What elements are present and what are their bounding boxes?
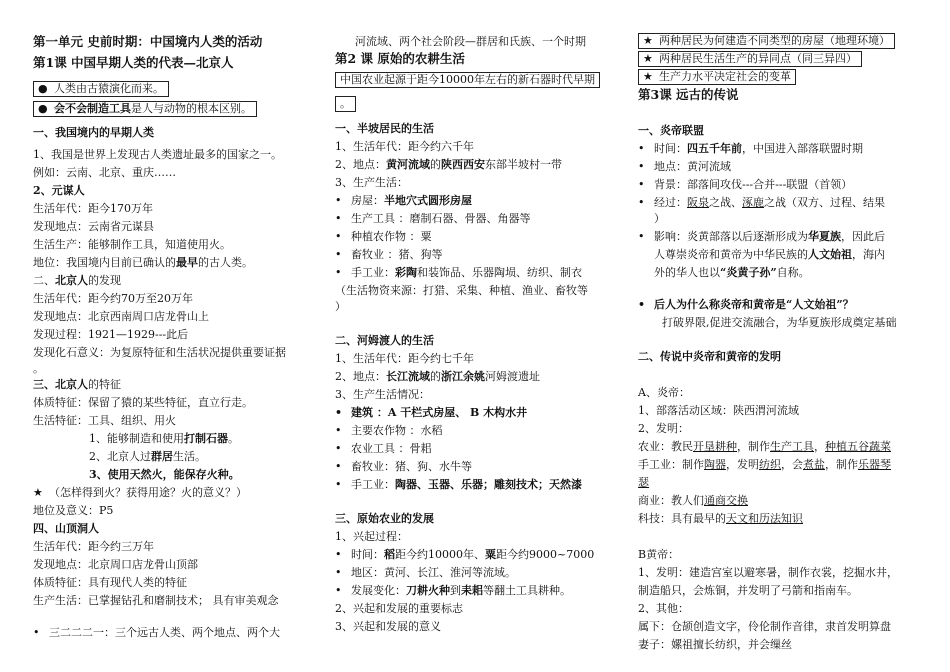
bullet-line: • 地点：黄河流域 bbox=[638, 160, 731, 174]
text-line: 2、元谋人 bbox=[33, 184, 85, 197]
text-line: 人尊崇炎帝和黄帝为中华民族的人文始祖，海内 bbox=[654, 248, 885, 261]
text-line: ） bbox=[654, 212, 665, 225]
text-line: 体质特征：具有现代人类的特征 bbox=[33, 576, 187, 589]
text-line: 地位及意义：P5 bbox=[33, 504, 114, 517]
key-point-box: 中国农业起源于距今10000年左右的新石器时代早期 bbox=[335, 72, 600, 88]
key-point-box-end: 。 bbox=[335, 96, 356, 112]
section-heading: 二、北京人的发现 bbox=[33, 274, 121, 287]
bullet-line: • 时间：稻距今约10000年、粟距今约9000~7000 bbox=[335, 548, 594, 562]
text-line: 发现化石意义：为复原特征和生活状况提供重要证据 bbox=[33, 346, 286, 359]
text-line: 生产生活：已掌握钻孔和磨制技术； 具有审美观念 bbox=[33, 594, 279, 607]
text-line: 2、兴起和发展的重要标志 bbox=[335, 602, 463, 615]
text-line: 瑟 bbox=[638, 476, 649, 489]
text-line: 3、生产生活： bbox=[335, 176, 408, 189]
bullet-line: • 农业工具 ：骨耜 bbox=[335, 442, 432, 456]
text-line: 3、使用天然火，能保存火种。 bbox=[89, 468, 240, 481]
text-line: 1、兴起过程： bbox=[335, 530, 408, 543]
unit-title: 第一单元 史前时期：中国境内人类的活动 bbox=[33, 34, 263, 49]
bullet-line: • 地区：黄河、长江、淮河等流域。 bbox=[335, 566, 516, 580]
text-line: 农业：教民开垦耕种，制作生产工具，种植五谷蔬菜 bbox=[638, 440, 891, 453]
text-line: 1、部落活动区域：陕西渭河流域 bbox=[638, 404, 799, 417]
star-box-1: ★ 两种居民为何建造不同类型的房屋（地理环境） bbox=[638, 33, 895, 49]
text-line: 体质特征：保留了猿的某些特征，直立行走。 bbox=[33, 396, 253, 409]
text-line: 2、地点：黄河流域的陕西西安东部半坡村一带 bbox=[335, 158, 562, 171]
text-line: 2、北京人过群居生活。 bbox=[89, 450, 206, 463]
text-line: 1、发明：建造宫室以避寒暑，制作衣裳，挖掘水井， bbox=[638, 566, 898, 579]
text-line: ） bbox=[335, 300, 346, 313]
text-line: 1、生活年代：距今约六千年 bbox=[335, 140, 474, 153]
section-heading: 四、山顶洞人 bbox=[33, 522, 99, 535]
text-line: 制造船只，会炼铜，并发明了弓箭和指南车。 bbox=[638, 584, 858, 597]
text-line: 生活年代：距今约三万年 bbox=[33, 540, 154, 553]
text-line: 发现过程：1921—1929---此后 bbox=[33, 328, 189, 341]
text-line: 手工业：制作陶器，发明纺织，会煮盐，制作乐器琴 bbox=[638, 458, 891, 471]
bullet-line: • 畜牧业：猪、狗、水牛等 bbox=[335, 460, 472, 474]
lesson-1-title: 第1课 中国早期人类的代表—北京人 bbox=[33, 55, 234, 70]
text-line: 2、其他： bbox=[638, 602, 689, 615]
text-line: 属下：仓颉创造文字，伶伦制作音律，隶首发明算盘 bbox=[638, 620, 891, 633]
bullet-line: • 三二二二一：三个远古人类、两个地点、两个大 bbox=[33, 626, 280, 640]
text-line: 发现地点：北京西南周口店龙骨山上 bbox=[33, 310, 209, 323]
text-line: 生活特征：工具、组织、用火 bbox=[33, 414, 176, 427]
text-line: 生活年代：距今约70万至20万年 bbox=[33, 292, 193, 305]
star-box-3: ★ 生产力水平决定社会的变革 bbox=[638, 69, 796, 85]
key-point-box-2: ● 会不会制造工具是人与动物的根本区别。 bbox=[33, 101, 257, 117]
text-line: 河流域、两个社会阶段—群居和氏族、一个时期 bbox=[355, 35, 586, 48]
text-line: 发现地点：云南省元谋县 bbox=[33, 220, 154, 233]
star-box-2: ★ 两种居民生活生产的异同点（同三异四） bbox=[638, 51, 862, 67]
text-line: 2、发明： bbox=[638, 422, 689, 435]
text-line: 1、我国是世界上发现古人类遗址最多的国家之一。 bbox=[33, 148, 282, 161]
section-heading: 三、北京人的特征 bbox=[33, 378, 121, 391]
bullet-line: • 建筑 ：A 干栏式房屋、 B 木构水井 bbox=[335, 406, 527, 420]
text-line: A、炎帝： bbox=[638, 386, 690, 399]
section-heading: 二、河姆渡人的生活 bbox=[335, 334, 434, 347]
lesson-3-title: 第3课 远古的传说 bbox=[638, 87, 739, 102]
bullet-line: • 影响：炎黄部落以后逐渐形成为华夏族，因此后 bbox=[638, 230, 885, 244]
section-heading: 一、半坡居民的生活 bbox=[335, 122, 434, 135]
bullet-line: • 发展变化：刀耕火种到耒耜等翻土工具耕种。 bbox=[335, 584, 571, 598]
text-line: 3、兴起和发展的意义 bbox=[335, 620, 441, 633]
section-heading: 一、炎帝联盟 bbox=[638, 124, 704, 137]
text-line: 。 bbox=[33, 362, 44, 375]
lesson-2-title: 第2 课 原始的农耕生活 bbox=[335, 51, 465, 66]
text-line: 发现地点：北京周口店龙骨山顶部 bbox=[33, 558, 198, 571]
text-line: （生活物资来源：打猎、采集、种植、渔业、畜牧等 bbox=[335, 284, 588, 297]
bullet-line: • 畜牧业 ：猪、狗等 bbox=[335, 248, 443, 262]
text-line: 2、地点：长江流域的浙江余姚河姆渡遗址 bbox=[335, 370, 540, 383]
key-point-box-1: ● 人类由古猿演化而来。 bbox=[33, 81, 169, 97]
section-heading: 二、传说中炎帝和黄帝的发明 bbox=[638, 350, 781, 363]
text-line: B黄帝： bbox=[638, 548, 680, 561]
bullet-line: • 后人为什么称炎帝和黄帝是“人文始祖”？ bbox=[638, 298, 854, 312]
bullet-line: • 经过：阪泉之战、涿鹿之战（双方、过程、结果 bbox=[638, 196, 885, 210]
text-line: 科技：具有最早的天文和历法知识 bbox=[638, 512, 803, 525]
bullet-line: • 手工业：彩陶和装饰品、乐器陶埙、纺织、制衣 bbox=[335, 266, 582, 280]
text-line: 生活生产：能够制作工具，知道使用火。 bbox=[33, 238, 231, 251]
text-line: 1、生活年代：距今约七千年 bbox=[335, 352, 474, 365]
text-line: 打破界限,促进交流融合，为华夏族形成奠定基础 bbox=[662, 316, 897, 329]
text-line: 地位：我国境内目前已确认的最早的古人类。 bbox=[33, 256, 253, 269]
text-line: 商业：教人们通商交换 bbox=[638, 494, 748, 507]
text-line: 1、能够制造和使用打制石器。 bbox=[89, 432, 239, 445]
section-heading: 三、原始农业的发展 bbox=[335, 512, 434, 525]
bullet-line: • 房屋：半地穴式圆形房屋 bbox=[335, 194, 472, 208]
bullet-line: • 时间：四五千年前，中国进入部落联盟时期 bbox=[638, 142, 863, 156]
section-heading: 一、我国境内的早期人类 bbox=[33, 126, 154, 139]
bullet-line: • 背景：部落间攻伐---合并---联盟（首领） bbox=[638, 178, 852, 192]
bullet-line: • 种植农作物 ：粟 bbox=[335, 230, 432, 244]
bullet-line: • 主要农作物 ：水稻 bbox=[335, 424, 443, 438]
text-line: 生活年代：距今170万年 bbox=[33, 202, 153, 215]
text-line: 例如：云南、北京、重庆…… bbox=[33, 166, 176, 179]
bullet-line: • 生产工具 ：磨制石器、骨器、角器等 bbox=[335, 212, 531, 226]
text-line: 3、生产生活情况： bbox=[335, 388, 430, 401]
bullet-line: • 手工业：陶器、玉器、乐器；雕刻技术；天然漆 bbox=[335, 478, 582, 492]
text-line: 外的华人也以“炎黄子孙”自称。 bbox=[654, 266, 810, 279]
text-line: 妻子：嫘祖擅长纺织，并会缫丝 bbox=[638, 638, 792, 651]
question-line: ★ （怎样得到火？获得用途？火的意义？） bbox=[33, 486, 247, 500]
